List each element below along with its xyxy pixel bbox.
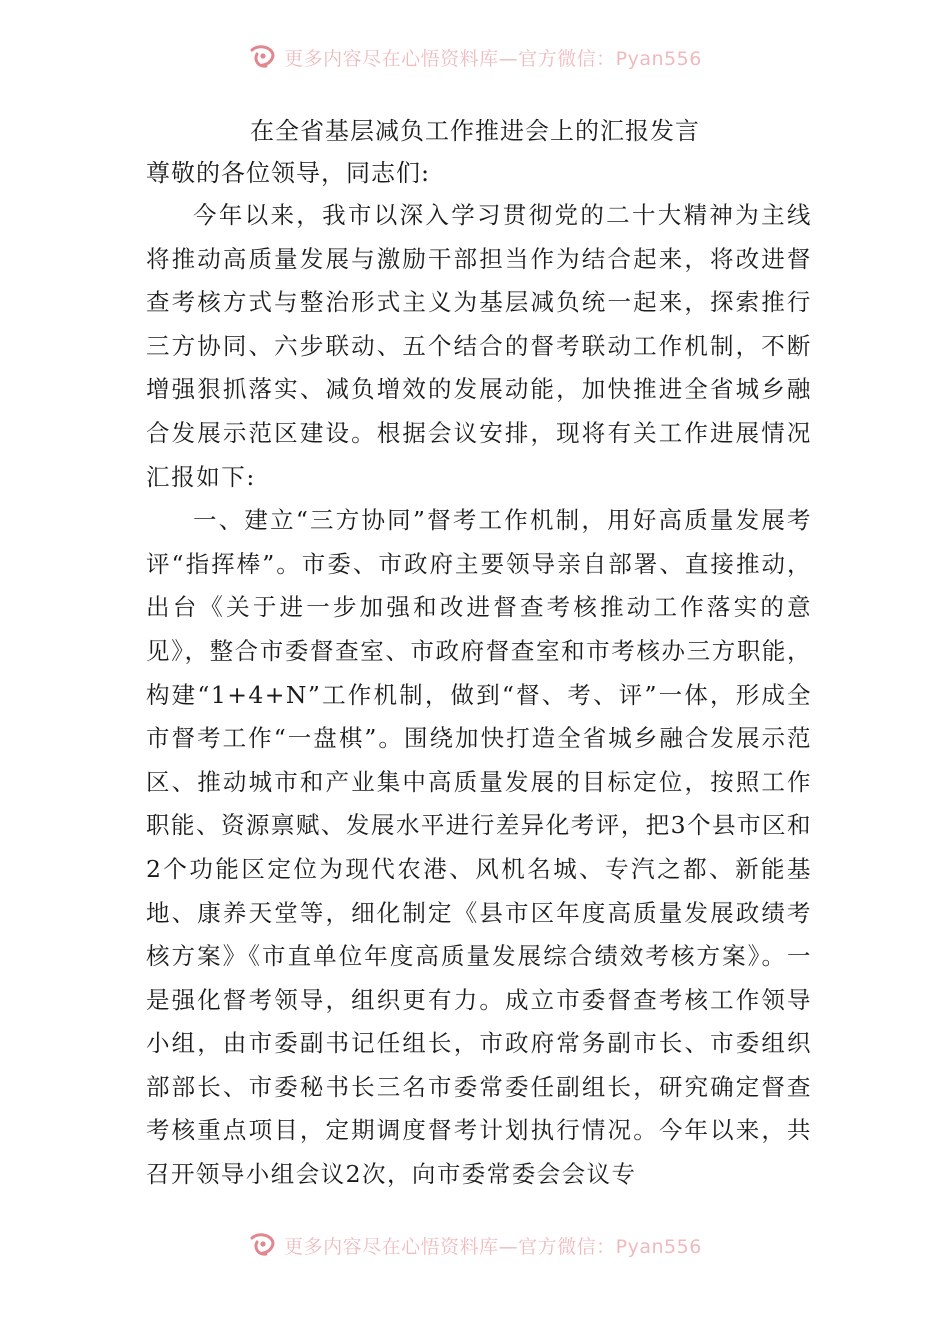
watermark-footer	[0, 1228, 950, 1262]
paragraph-intro: 今年以来，我市以深入学习贯彻党的二十大精神为主线将推动高质量发展与激励干部担当作为结合起来，将改进督查考核方式与整治形式主义为基层减负统一起来，探索推行三方协同、六步联动、五个结合的督考联动工作机制，不断增强狠抓落实、减负增效的发展动能，加快推进全省城乡融合发展示范区建设。根据会议安排，现将有关工作进展情况汇报如下:	[146, 201, 812, 491]
document-title: 在全省基层减负工作推进会上的汇报发言	[250, 117, 700, 145]
watermark-text: 更多内容尽在心悟资料库—官方微信：Pyan556	[284, 1235, 702, 1258]
paragraph-section-one: 一、建立“三方协同”督考工作机制，用好高质量发展考评“指挥棒”。市委、市政府主要领导亲自部署、直接推动，出台《关于进一步加强和改进督查考核推动工作落实的意见》，整合市委督查室、市政府督查室和市考核办三方职能，构建“1+4+N”工作机制，做到“督、考、评”一体，形成全市督考工作“一盘棋”。围绕加快打造全省城乡融合发展示范区、推动城市和产业集中高质量发展的目标定位，按照工作职能、资源禀赋、发展水平进行差异化考评，把3个县市区和2个功能区定位为现代农港、风机名城、专汽之都、新能基地、康养天堂等，细化制定《县市区年度高质量发展政绩考核方案》《市直单位年度高质量发展综合绩效考核方案》。一是强化督考领导，组织更有力。成立市委督查考核工作领导小组，由市委副书记任组长，市政府常务副市长、市委组织部部长、市委秘书长三名市委常委任副组长，研究确定督查考核重点项目，定期调度督考计划执行情况。今年以来，共召开领导小组会议2次，向市委常委会会议专	[146, 506, 812, 1189]
watermark-text: 更多内容尽在心悟资料库—官方微信：Pyan556	[284, 47, 702, 70]
salutation: 尊敬的各位领导，同志们:	[146, 159, 431, 187]
watermark-logo-icon	[248, 1232, 278, 1258]
document-body	[146, 110, 812, 1197]
watermark-logo-icon	[248, 44, 278, 70]
watermark-header	[0, 40, 950, 74]
